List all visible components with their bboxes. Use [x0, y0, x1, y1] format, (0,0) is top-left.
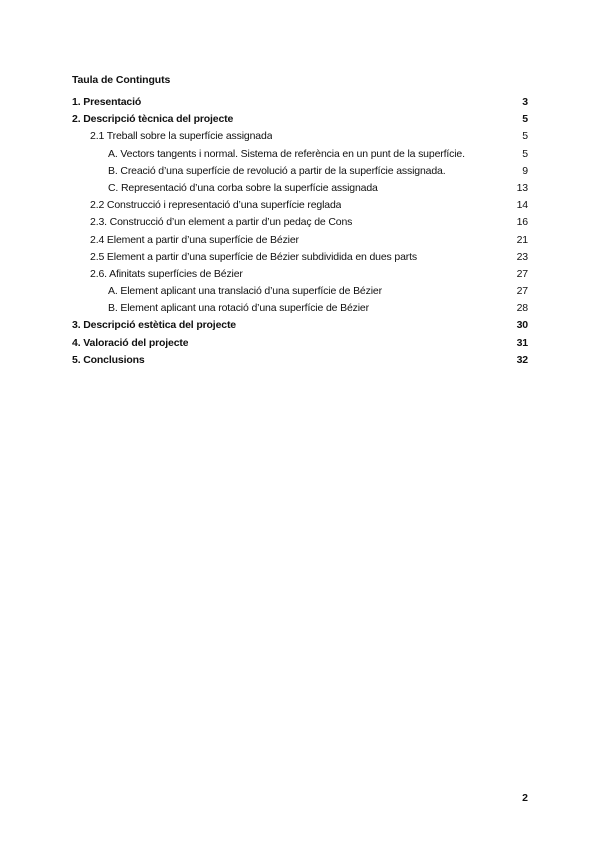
- toc-entry-page: 16: [516, 216, 528, 229]
- toc-entry-page: 13: [516, 181, 528, 194]
- toc-entry-label: 2.5 Element a partir d’una superfície de Bézier subdividida en dues parts: [90, 250, 417, 263]
- toc-entry-page: 14: [516, 199, 528, 212]
- toc-entry[interactable]: [72, 335, 528, 352]
- toc-entry-page: 5: [522, 130, 528, 143]
- toc-entry[interactable]: [72, 163, 528, 180]
- toc-entry[interactable]: [72, 249, 528, 266]
- toc-entry[interactable]: [72, 283, 528, 300]
- toc-entry-label: A. Vectors tangents i normal. Sistema de referència en un punt de la superfície.: [108, 147, 465, 160]
- toc-entry-page: 30: [516, 319, 528, 332]
- toc-entry-label: B. Element aplicant una rotació d’una superfície de Bézier: [108, 302, 369, 315]
- toc-entry-page: 23: [516, 250, 528, 263]
- toc-entry-page: 28: [516, 302, 528, 315]
- toc-entry[interactable]: [72, 232, 528, 249]
- toc-entry-label: 2. Descripció tècnica del projecte: [72, 113, 234, 126]
- toc-entry-label: 2.4 Element a partir d’una superfície de Bézier: [90, 233, 299, 246]
- toc-entry-label: A. Element aplicant una translació d’una superfície de Bézier: [108, 285, 382, 298]
- toc-entry[interactable]: [72, 128, 528, 145]
- toc-entry-label: 2.2 Construcció i representació d’una superfície reglada: [90, 199, 342, 212]
- toc-entry-page: 32: [516, 353, 528, 366]
- toc-entry[interactable]: [72, 197, 528, 214]
- toc-entry[interactable]: [72, 146, 528, 163]
- toc-entry-label: 4. Valoració del projecte: [72, 336, 189, 349]
- toc-entry[interactable]: [72, 352, 528, 369]
- toc-entry[interactable]: [72, 111, 528, 128]
- toc-entry-page: 3: [522, 96, 528, 108]
- toc-entry[interactable]: [72, 180, 528, 197]
- toc-entry[interactable]: [72, 317, 528, 334]
- toc-entry-label: 3. Descripció estètica del projecte: [72, 319, 236, 332]
- toc-entry-page: 5: [522, 147, 528, 160]
- toc-entry-page: 5: [522, 113, 528, 126]
- toc-entry[interactable]: [72, 94, 528, 111]
- page-number: 2: [522, 792, 528, 804]
- toc-entry-page: 31: [516, 336, 528, 349]
- toc-entry-page: 9: [522, 164, 528, 177]
- toc-entry-label: 5. Conclusions: [72, 353, 145, 366]
- toc-entry-page: 27: [516, 267, 528, 280]
- toc-entry-label: 2.1 Treball sobre la superfície assignada: [90, 130, 273, 143]
- toc-entry-label: 2.6. Afinitats superfícies de Bézier: [90, 267, 243, 280]
- toc-entry-label: 2.3. Construcció d’un element a partir d’un pedaç de Cons: [90, 216, 353, 229]
- toc-entry-page: 27: [516, 285, 528, 298]
- toc-entry[interactable]: [72, 266, 528, 283]
- toc-entry-label: 1. Presentació: [72, 96, 142, 108]
- toc-title: Taula de Continguts: [72, 74, 171, 86]
- toc-entry-page: 21: [516, 233, 528, 246]
- toc-entry[interactable]: [72, 214, 528, 231]
- table-of-contents: [72, 94, 528, 369]
- toc-entry[interactable]: [72, 300, 528, 317]
- toc-entry-label: C. Representació d’una corba sobre la superfície assignada: [108, 181, 378, 194]
- toc-entry-label: B. Creació d’una superfície de revolució a partir de la superfície assignada.: [108, 164, 446, 177]
